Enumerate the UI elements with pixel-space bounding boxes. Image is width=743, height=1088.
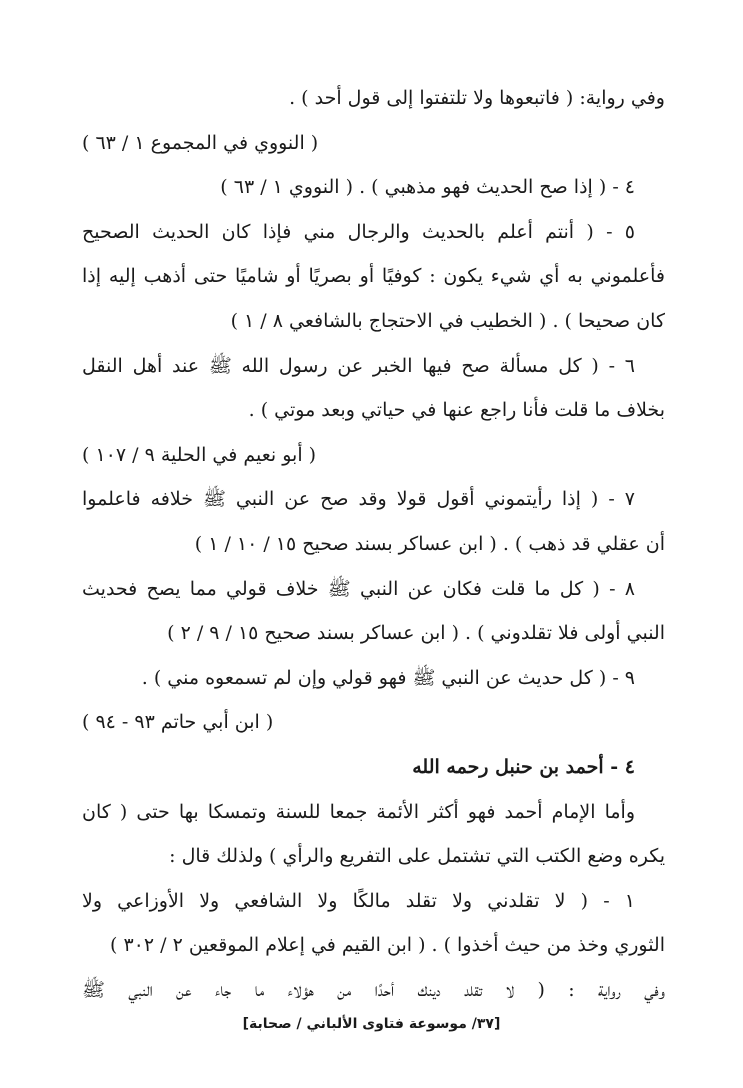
page-body (82, 76, 665, 1012)
text-line: وفي رواية: ( فاتبعوها ولا تلتفتوا إلى قول أحد ) . (289, 87, 665, 109)
page-footer: [٣٧/ موسوعة فتاوى الألباني / صحابة] (242, 1016, 501, 1032)
text-line: النبي أولى فلا تقلدوني ) . ( ابن عساكر بسند صحيح ١٥ / ٩ / ٢ ) (167, 622, 665, 645)
text-line: ٦ - ( كل مسألة صح فيها الخبر عن رسول الله ﷺ عند أهل النقل (82, 354, 635, 377)
text-line: ٥ - ( أنتم أعلم بالحديث والرجال مني فإذا كان الحديث الصحيح (82, 220, 635, 243)
text-line: ٩ - ( كل حديث عن النبي ﷺ فهو قولي وإن لم تسمعوه مني ) . (141, 666, 635, 689)
citation-line: ( ابن أبي حاتم ٩٣ - ٩٤ ) (82, 711, 274, 734)
section-heading: ٤ - أحمد بن حنبل رحمه الله (412, 755, 635, 778)
citation-line: ( أبو نعيم في الحلية ٩ / ١٠٧ ) (82, 443, 317, 466)
text-line: وفي رواية : ( لا تقلد دينك أحدًا من هؤلاء ما جاء عن النبي ﷺ (82, 978, 665, 1001)
text-line: ٨ - ( كل ما قلت فكان عن النبي ﷺ خلاف قولي مما يصح فحديث (82, 577, 635, 600)
text-line: أن عقلي قد ذهب ) . ( ابن عساكر بسند صحيح ١٥ / ١٠ / ١ ) (194, 532, 665, 555)
text-line: الثوري وخذ من حيث أخذوا ) . ( ابن القيم في إعلام الموقعين ٢ / ٣٠٢ ) (110, 934, 665, 957)
text-line: كان صحيحا ) . ( الخطيب في الاحتجاج بالشافعي ٨ / ١ ) (230, 309, 665, 332)
text-line: يكره وضع الكتب التي تشتمل على التفريع والرأي ) ولذلك قال : (169, 845, 665, 868)
text-line: ٤ - ( إذا صح الحديث فهو مذهبي ) . ( النووي ١ / ٦٣ ) (220, 176, 635, 199)
citation-line: ( النووي في المجموع ١ / ٦٣ ) (82, 131, 319, 154)
text-line: وأما الإمام أحمد فهو أكثر الأئمة جمعا للسنة وتمسكا بها حتى ( كان (82, 800, 635, 823)
text-line: ٧ - ( إذا رأيتموني أقول قولا وقد صح عن النبي ﷺ خلافه فاعلموا (82, 488, 635, 511)
text-line: ١ - ( لا تقلدني ولا تقلد مالكًا ولا الشافعي ولا الأوزاعي ولا (82, 889, 635, 912)
text-line: فأعلموني به أي شيء يكون : كوفيًا أو بصريًا أو شاميًا حتى أذهب إليه إذا (82, 265, 665, 288)
text-line: بخلاف ما قلت فأنا راجع عنها في حياتي وبعد موتي ) . (248, 399, 665, 422)
